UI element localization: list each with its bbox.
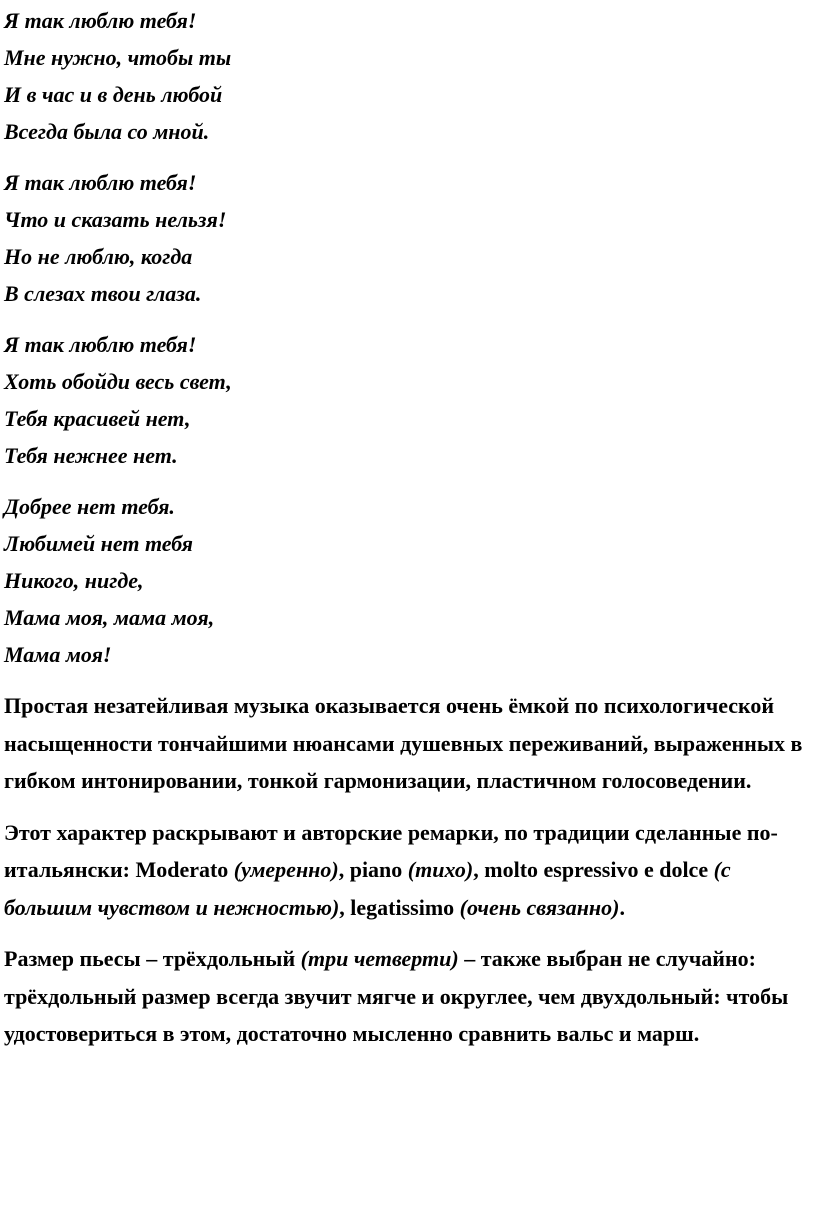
- remarks-text-5: .: [619, 894, 625, 920]
- paragraph-music-description: Простая незатейливая музыка оказывается очень ёмкой по психологической насыщенности тончайшими нюансами душевных переживаний, выраженных в гибком интонировании, тонкой гармонизации, пластичном голосоведении.: [4, 693, 803, 793]
- meter-italic-1: (три четверти): [300, 946, 459, 971]
- poem-stanza-4: [4, 488, 810, 673]
- poem-line: Добрее нет тебя.: [4, 494, 175, 519]
- remarks-italic-4: (очень связанно): [459, 894, 620, 920]
- poem-line: И в час и в день любой: [4, 82, 223, 107]
- poem-stanza-3: [4, 326, 810, 474]
- poem-stanza-1: [4, 2, 810, 150]
- poem-line: Мама моя!: [4, 642, 112, 667]
- remarks-text-4: , legatissimo: [339, 894, 460, 920]
- remarks-italic-2: (тихо): [407, 857, 474, 882]
- poem-line: В слезах твои глаза.: [4, 281, 202, 306]
- poem-line: Мама моя, мама моя,: [4, 605, 215, 630]
- poem-line: Но не люблю, когда: [4, 244, 193, 269]
- poem-line: Тебя красивей нет,: [4, 406, 191, 431]
- poem-line: Любимей нет тебя: [4, 531, 194, 556]
- remarks-italic-3: (с большим чувством и нежностью): [4, 857, 731, 920]
- remarks-italic-1: (умеренно): [233, 857, 339, 882]
- poem-line: Я так люблю тебя!: [4, 332, 197, 357]
- meter-text-2: – также выбран не случайно: трёхдольный размер всегда звучит мягче и округлее, чем двухдольный: чтобы удостовериться в этом, достаточно мысленно сравнить вальс и марш.: [4, 946, 789, 1046]
- remarks-text-1: Этот характер раскрывают и авторские ремарки, по традиции сделанные по-итальянски: Moderato: [4, 819, 778, 882]
- document-page: [4, 0, 810, 1067]
- poem-stanza-2: [4, 164, 810, 312]
- remarks-text-2: , piano: [338, 857, 408, 882]
- poem-line: Мне нужно, чтобы ты: [4, 45, 232, 70]
- paragraph-meter: [4, 940, 810, 1053]
- meter-text-1: Размер пьесы – трёхдольный: [4, 946, 301, 971]
- poem-line: Никого, нигде,: [4, 568, 144, 593]
- remarks-text-3: , molto espressivo e dolce: [473, 857, 714, 882]
- poem-line: Я так люблю тебя!: [4, 8, 197, 33]
- poem-line: Хоть обойди весь свет,: [4, 369, 232, 394]
- paragraph-author-remarks: [4, 814, 810, 927]
- poem-line: Что и сказать нельзя!: [4, 207, 227, 232]
- poem-line: Всегда была со мной.: [4, 119, 210, 144]
- poem-line: Тебя нежнее нет.: [4, 443, 178, 468]
- poem-line: Я так люблю тебя!: [4, 170, 197, 195]
